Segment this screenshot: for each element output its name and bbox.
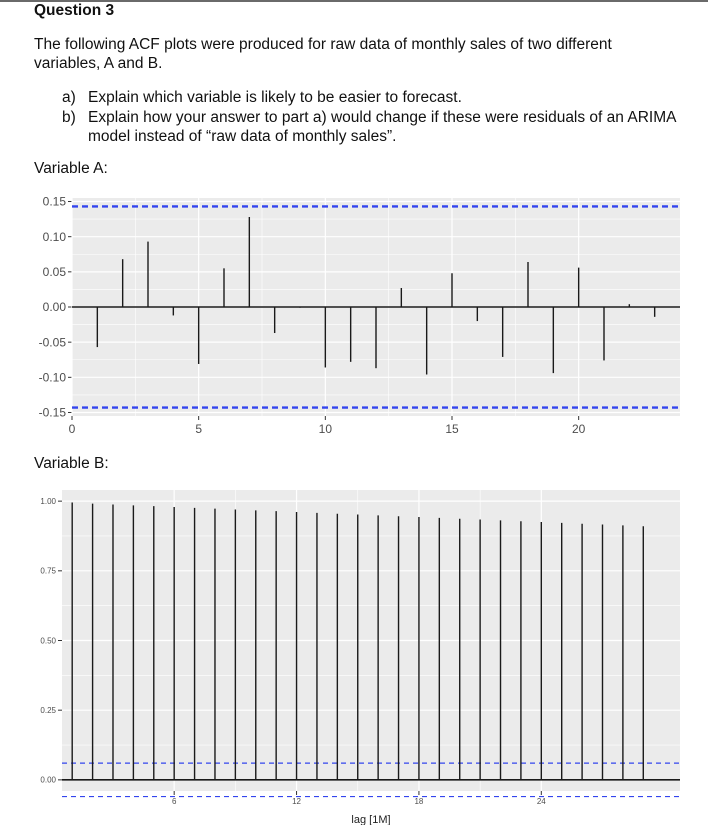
y-tick-label: -0.10 <box>38 370 66 385</box>
x-tick-label: 6 <box>171 797 177 806</box>
y-tick-label: 0.75 <box>40 566 56 576</box>
x-tick-label: 12 <box>292 797 302 806</box>
question-parts <box>62 88 682 147</box>
question-part-b <box>62 108 682 147</box>
x-tick-label: 15 <box>445 422 459 436</box>
x-tick-label: 18 <box>414 797 424 806</box>
part-letter: b) <box>62 108 76 126</box>
question-part-a <box>62 88 682 108</box>
y-tick-label: 0.05 <box>42 265 66 280</box>
variable-b-label: Variable B: <box>34 455 109 472</box>
y-tick-label: 0.25 <box>40 705 56 715</box>
question-title: Question 3 <box>34 2 115 19</box>
x-axis-label: lag [1M] <box>351 814 391 825</box>
x-tick-label: 5 <box>195 422 203 436</box>
question-intro: The following ACF plots were produced for raw data of monthly sales of two different variables, A and B. <box>34 36 612 72</box>
x-tick-label: 10 <box>318 422 333 436</box>
x-tick-label: 20 <box>571 422 586 436</box>
y-tick-label: -0.15 <box>38 405 66 420</box>
y-tick-label: 1.00 <box>40 496 56 506</box>
part-letter: a) <box>62 89 76 106</box>
variable-a-label: Variable A: <box>34 160 108 177</box>
y-tick-label: 0.10 <box>42 229 66 244</box>
y-tick-label: 0.00 <box>40 775 56 785</box>
part-text: Explain how your answer to part a) would change if these were residuals of an ARIMA model instead of “raw data of monthly sales”. <box>88 108 676 145</box>
y-tick-label: 0.15 <box>42 194 66 209</box>
x-tick-label: 24 <box>536 797 546 806</box>
x-tick-label: 0 <box>68 422 76 436</box>
part-text: Explain which variable is likely to be easier to forecast. <box>88 89 462 106</box>
y-tick-label: -0.05 <box>38 335 66 350</box>
acf-chart-variable-b <box>0 485 708 825</box>
y-tick-label: 0.00 <box>42 300 66 315</box>
acf-chart-variable-a <box>0 190 708 450</box>
y-tick-label: 0.50 <box>40 636 56 646</box>
